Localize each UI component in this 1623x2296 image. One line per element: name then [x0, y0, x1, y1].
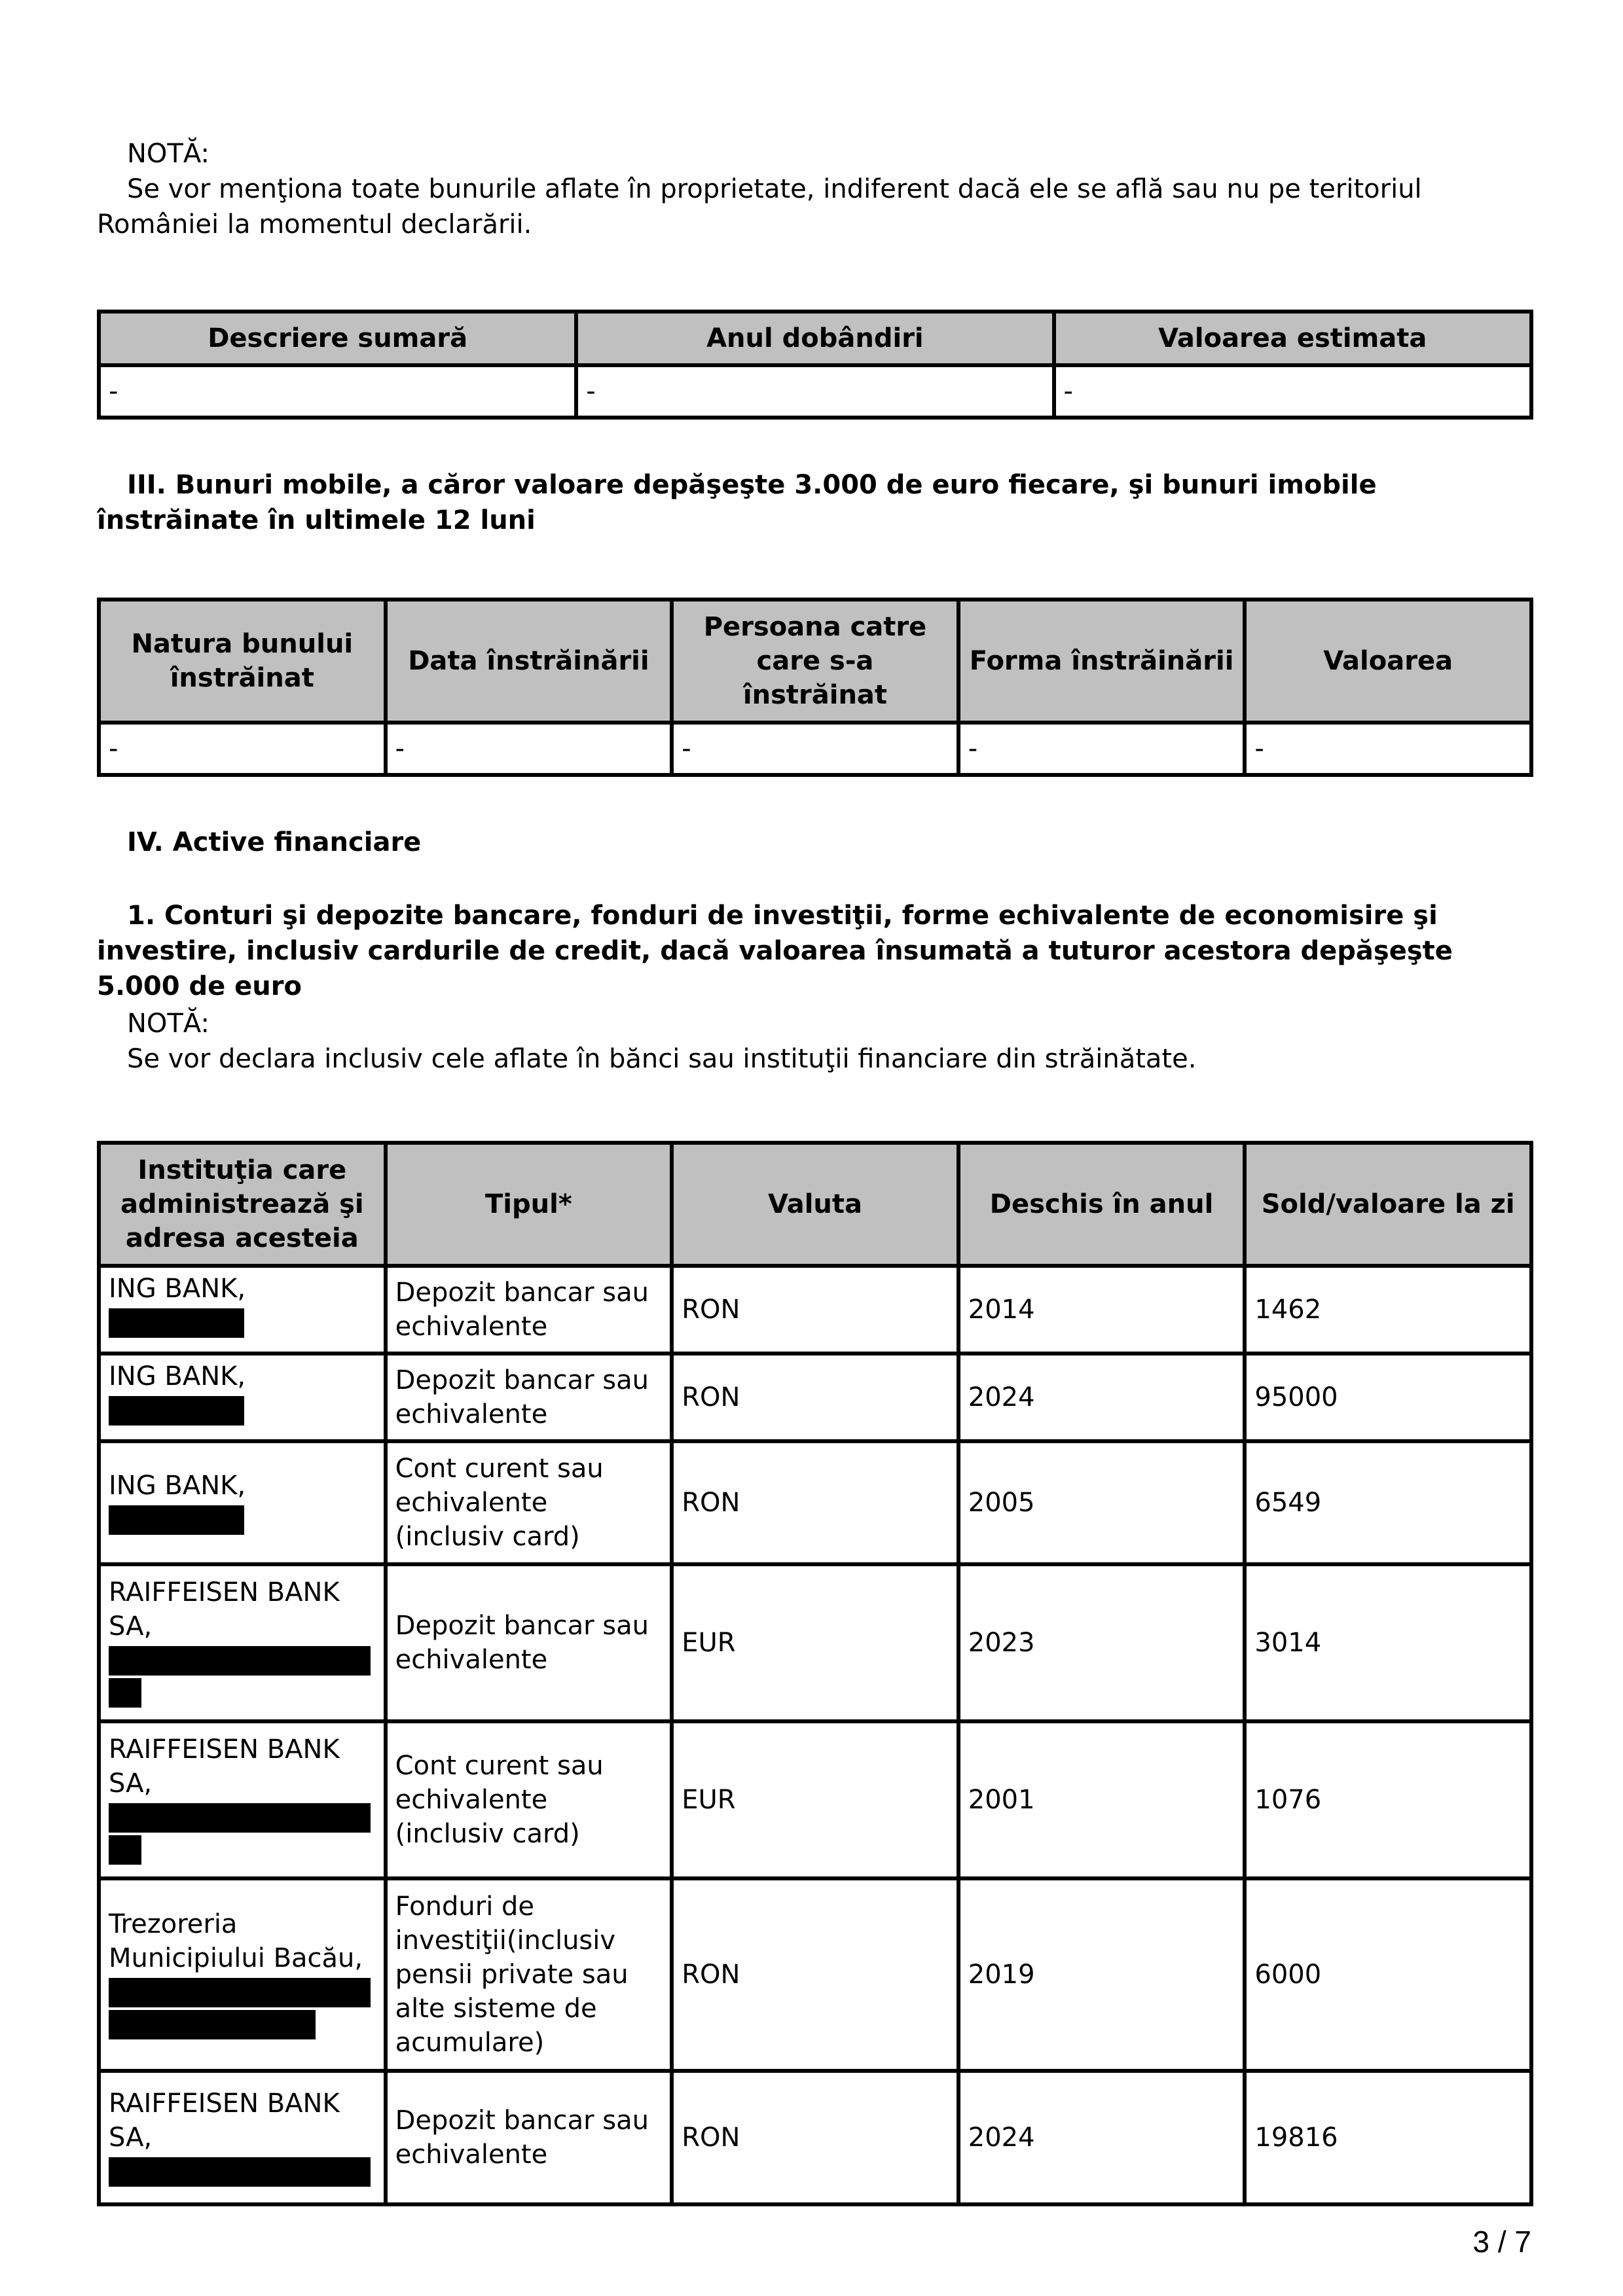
column-header: Descriere sumară	[99, 312, 576, 365]
note-label: NOTĂ:	[127, 1009, 210, 1039]
redacted-address	[109, 1396, 244, 1426]
currency-cell: RON	[672, 1354, 958, 1441]
table-cell: -	[99, 723, 386, 775]
section-title-iii: III. Bunuri mobile, a căror valoare depăşeşte 3.000 de euro fiecare, şi bunuri imobile înstrăinate în ultimele 12 luni	[97, 470, 1377, 535]
column-header: Forma înstrăinării	[958, 600, 1245, 723]
redacted-address	[109, 2157, 371, 2187]
year-cell: 2005	[958, 1441, 1245, 1564]
note-text: Se vor menţiona toate bunurile aflate în proprietate, indiferent dacă ele se află sau nu pe teritoriul României la momentul declarării.	[97, 174, 1422, 240]
balance-cell: 6549	[1245, 1441, 1531, 1564]
type-cell: Cont curent sau echivalente (inclusiv card)	[386, 1721, 672, 1878]
redacted-address	[109, 1505, 244, 1535]
institution-cell	[99, 1721, 386, 1878]
institution-cell	[99, 1564, 386, 1721]
table-cell: -	[1245, 723, 1531, 775]
balance-cell: 19816	[1245, 2071, 1531, 2204]
type-cell: Depozit bancar sau echivalente	[386, 1564, 672, 1721]
institution-name: RAIFFEISEN BANK SA,	[109, 1577, 340, 1641]
property-table	[97, 310, 1533, 420]
year-cell: 2023	[958, 1564, 1245, 1721]
redacted-address	[109, 1308, 244, 1338]
institution-cell	[99, 1266, 386, 1354]
section-title-iv: IV. Active financiare	[127, 827, 422, 857]
type-cell: Cont curent sau echivalente (inclusiv card)	[386, 1441, 672, 1564]
year-cell: 2001	[958, 1721, 1245, 1878]
table-row	[99, 1721, 1531, 1878]
column-header: Persoana catre care s-a înstrăinat	[672, 600, 958, 723]
year-cell: 2024	[958, 1354, 1245, 1441]
table-cell: -	[1054, 365, 1532, 418]
institution-cell	[99, 1441, 386, 1564]
currency-cell: EUR	[672, 1564, 958, 1721]
column-header: Sold/valoare la zi	[1245, 1143, 1531, 1266]
redacted-address	[109, 1835, 141, 1865]
table-cell: -	[958, 723, 1245, 775]
table-row	[99, 2071, 1531, 2204]
table-row	[99, 1266, 1531, 1354]
column-header: Natura bunului înstrăinat	[99, 600, 386, 723]
year-cell: 2014	[958, 1266, 1245, 1354]
institution-name: ING BANK,	[109, 1361, 246, 1391]
financial-accounts-table	[97, 1141, 1533, 2206]
institution-cell	[99, 1878, 386, 2071]
redacted-address	[109, 1803, 371, 1833]
balance-cell: 1076	[1245, 1721, 1531, 1878]
institution-name: Trezoreria Municipiului Bacău,	[109, 1909, 363, 1973]
balance-cell: 1462	[1245, 1266, 1531, 1354]
institution-name: RAIFFEISEN BANK SA,	[109, 1734, 340, 1799]
type-cell: Depozit bancar sau echivalente	[386, 1266, 672, 1354]
institution-name: ING BANK,	[109, 1470, 246, 1501]
redacted-address	[109, 1678, 141, 1708]
table-cell: -	[672, 723, 958, 775]
year-cell: 2019	[958, 1878, 1245, 2071]
table-row	[99, 1441, 1531, 1564]
currency-cell: RON	[672, 1266, 958, 1354]
table-cell: -	[99, 365, 576, 418]
table-row	[99, 365, 1531, 418]
balance-cell: 3014	[1245, 1564, 1531, 1721]
redacted-address	[109, 2010, 316, 2039]
column-header: Instituţia care administrează şi adresa acesteia	[99, 1143, 386, 1266]
alienated-goods-table	[97, 598, 1533, 777]
currency-cell: EUR	[672, 1721, 958, 1878]
institution-cell	[99, 1354, 386, 1441]
column-header: Valuta	[672, 1143, 958, 1266]
table-row	[99, 1878, 1531, 2071]
column-header: Tipul*	[386, 1143, 672, 1266]
section-subtitle-iv-1: 1. Conturi şi depozite bancare, fonduri de investiţii, forme echivalente de economisire şi investire, inclusiv cardurile de credit, dacă valoarea însumată a tuturor acestora depăşeşte 5.000 de euro	[97, 901, 1453, 1001]
column-header: Anul dobândiri	[576, 312, 1053, 365]
column-header: Data înstrăinării	[386, 600, 672, 723]
table-cell: -	[576, 365, 1053, 418]
currency-cell: RON	[672, 2071, 958, 2204]
type-cell: Depozit bancar sau echivalente	[386, 1354, 672, 1441]
table-row	[99, 1564, 1531, 1721]
redacted-address	[109, 1978, 371, 2007]
type-cell: Depozit bancar sau echivalente	[386, 2071, 672, 2204]
table-row	[99, 723, 1531, 775]
year-cell: 2024	[958, 2071, 1245, 2204]
note-text: Se vor declara inclusiv cele aflate în bănci sau instituţii financiare din străinătate.	[127, 1044, 1197, 1074]
currency-cell: RON	[672, 1441, 958, 1564]
page-number: 3 / 7	[1472, 2225, 1531, 2259]
institution-name: RAIFFEISEN BANK SA,	[109, 2088, 340, 2153]
table-cell: -	[386, 723, 672, 775]
column-header: Deschis în anul	[958, 1143, 1245, 1266]
institution-cell	[99, 2071, 386, 2204]
column-header: Valoarea	[1245, 600, 1531, 723]
redacted-address	[109, 1646, 371, 1676]
column-header: Valoarea estimata	[1054, 312, 1532, 365]
type-cell: Fonduri de investiţii(inclusiv pensii private sau alte sisteme de acumulare)	[386, 1878, 672, 2071]
currency-cell: RON	[672, 1878, 958, 2071]
balance-cell: 6000	[1245, 1878, 1531, 2071]
note-label: NOTĂ:	[127, 139, 210, 169]
balance-cell: 95000	[1245, 1354, 1531, 1441]
table-row	[99, 1354, 1531, 1441]
institution-name: ING BANK,	[109, 1274, 246, 1304]
